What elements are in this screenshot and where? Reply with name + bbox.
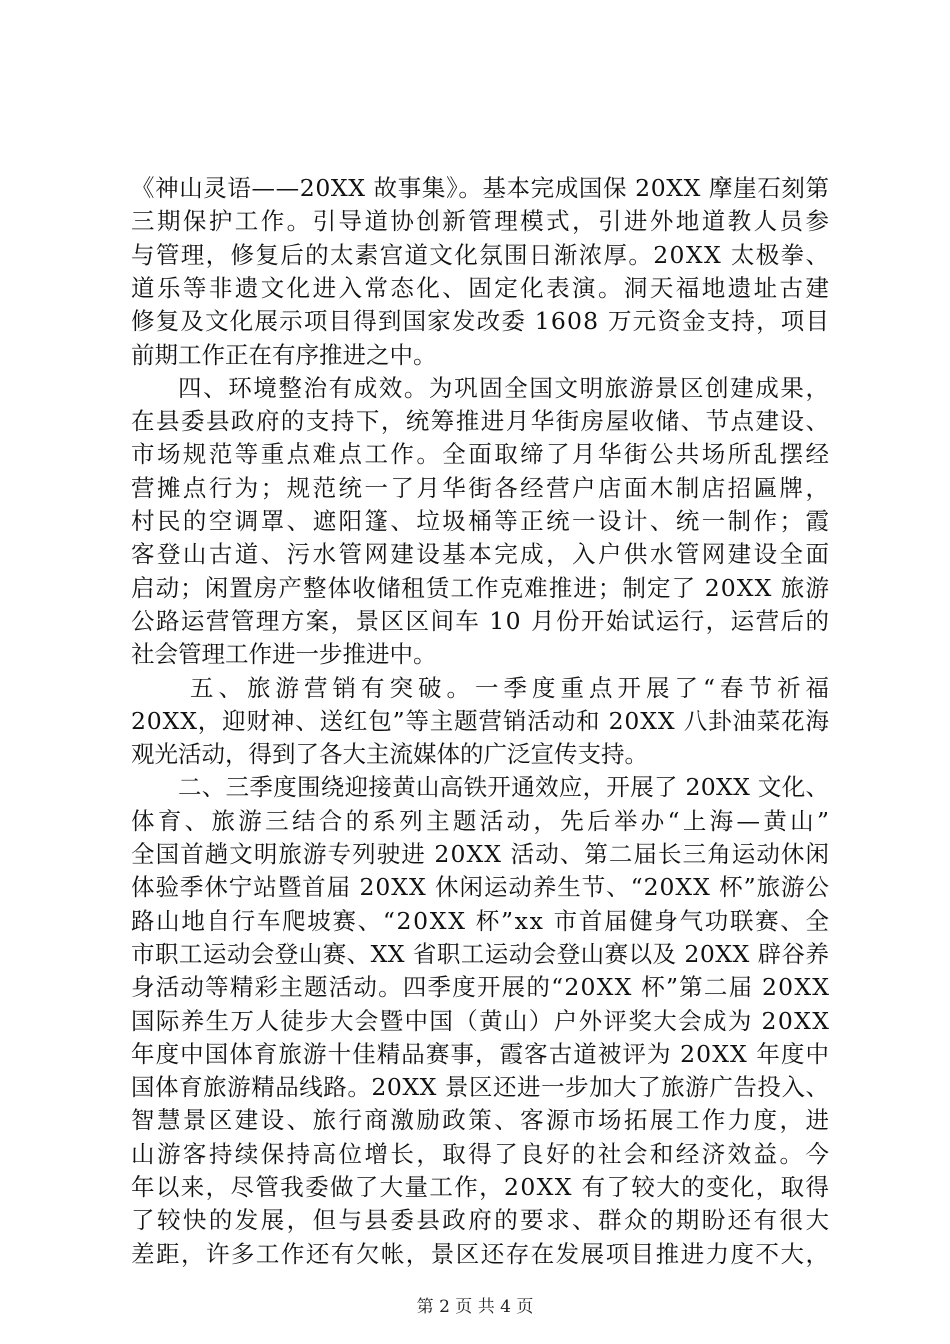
text-line <box>0 204 950 238</box>
text-line <box>0 304 950 338</box>
text-line <box>0 970 950 1004</box>
text-line-content: 路山地自行车爬坡赛、“20XX 杯”xx 市首届健身气功联赛、全 <box>131 906 831 935</box>
text-line <box>0 904 950 938</box>
text-line-content: 了较快的发展，但与县委县政府的要求、群众的期盼还有很大 <box>131 1206 832 1235</box>
text-line-content: 国际养生万人徒步大会暨中国（黄山）户外评奖大会成为 20XX <box>131 1006 831 1035</box>
text-line <box>0 704 950 738</box>
text-line <box>0 1103 950 1137</box>
text-line-content: 启动；闲置房产整体收储租赁工作克难推进；制定了 20XX 旅游 <box>131 573 831 602</box>
text-line <box>0 238 950 272</box>
text-line <box>0 1004 950 1038</box>
text-line-content: 五、旅游营销有突破。一季度重点开展了“春节祈福 <box>190 673 834 702</box>
text-line-content: 市场规范等重点难点工作。全面取缔了月华街公共场所乱摆经 <box>131 440 832 469</box>
text-line <box>0 171 950 205</box>
text-line-content: 在县委县政府的支持下，统筹推进月华街房屋收储、节点建设、 <box>131 407 831 436</box>
text-line-content: 国体育旅游精品线路。20XX 景区还进一步加大了旅游广告投入、 <box>131 1073 830 1102</box>
text-line-content: 差距，许多工作还有欠帐，景区还存在发展项目推进力度不大， <box>131 1239 831 1268</box>
text-line <box>0 271 950 305</box>
text-line-content: 营摊点行为；规范统一了月华街各经营户店面木制店招匾牌， <box>131 473 832 502</box>
text-line-content: 身活动等精彩主题活动。四季度开展的“20XX 杯”第二届 20XX <box>131 973 831 1002</box>
text-line-content: 村民的空调罩、遮阳篷、垃圾桶等正统一设计、统一制作；霞 <box>131 507 832 535</box>
text-line <box>0 1037 950 1071</box>
text-line <box>0 471 950 505</box>
text-line-content: 体育、旅游三结合的系列主题活动，先后举办“上海—黄山” <box>131 806 833 835</box>
text-line-content: 前期工作正在有序推进之中。 <box>131 340 437 369</box>
text-line <box>0 504 950 538</box>
text-line-content: 二、三季度围绕迎接黄山高铁开通效应，开展了 20XX 文化、 <box>178 773 830 802</box>
text-line-content: 体验季休宁站暨首届 20XX 休闲运动养生节、“20XX 杯”旅游公 <box>131 873 830 902</box>
text-line-content: 道乐等非遗文化进入常态化、固定化表演。洞天福地遗址古建 <box>131 273 832 302</box>
text-line <box>0 637 950 671</box>
page-footer: 第 2 页 共 4 页 <box>416 1297 534 1317</box>
text-line-content: 观光活动，得到了各大主流媒体的广泛宣传支持。 <box>131 740 648 769</box>
text-line <box>0 671 950 705</box>
text-line-content: 公路运营管理方案，景区区间车 10 月份开始试运行，运营后的 <box>131 606 831 635</box>
text-line <box>0 604 950 638</box>
text-line-content: 修复及文化展示项目得到国家发改委 1608 万元资金支持，项目 <box>131 307 831 336</box>
text-line <box>0 571 950 605</box>
text-line <box>0 404 950 438</box>
text-line-content: 市职工运动会登山赛、XX 省职工运动会登山赛以及 20XX 辟谷养 <box>131 939 830 968</box>
text-line-content: 《神山灵语——20XX 故事集》。基本完成国保 20XX 摩崖石刻第 <box>131 174 830 202</box>
text-line <box>0 1170 950 1204</box>
text-line <box>0 937 950 971</box>
text-line <box>0 537 950 571</box>
text-line <box>0 1203 950 1237</box>
text-line-content: 年度中国体育旅游十佳精品赛事，霞客古道被评为 20XX 年度中 <box>131 1039 831 1068</box>
text-line <box>0 870 950 904</box>
text-line <box>0 837 950 871</box>
text-line-content: 全国首趟文明旅游专列驶进 20XX 活动、第二届长三角运动休闲 <box>131 840 831 868</box>
text-line <box>0 804 950 838</box>
text-line-content: 智慧景区建设、旅行商激励政策、客源市场拓展工作力度，进 <box>131 1106 832 1135</box>
text-line <box>0 1137 950 1171</box>
text-line-content: 年以来，尽管我委做了大量工作，20XX 有了较大的变化，取得 <box>131 1173 831 1201</box>
text-line <box>0 1237 950 1271</box>
text-line-content: 三期保护工作。引导道协创新管理模式，引进外地道教人员参 <box>131 207 832 236</box>
text-line <box>0 338 950 372</box>
text-line-content: 客登山古道、污水管网建设基本完成，入户供水管网建设全面 <box>131 540 832 569</box>
text-line <box>0 1070 950 1104</box>
text-line-content: 社会管理工作进一步推进中。 <box>131 640 437 669</box>
text-line <box>0 737 950 771</box>
text-line <box>0 371 950 405</box>
text-line-content: 与管理，修复后的太素宫道文化氛围日渐浓厚。20XX 太极拳、 <box>131 240 831 269</box>
text-line-content: 四、环境整治有成效。为巩固全国文明旅游景区创建成果， <box>178 373 831 402</box>
text-line-content: 20XX，迎财神、送红包”等主题营销活动和 20XX 八卦油菜花海 <box>131 706 830 735</box>
text-line <box>0 770 950 804</box>
text-line-content: 山游客持续保持高位增长，取得了良好的社会和经济效益。今 <box>131 1139 832 1168</box>
text-line <box>0 437 950 471</box>
